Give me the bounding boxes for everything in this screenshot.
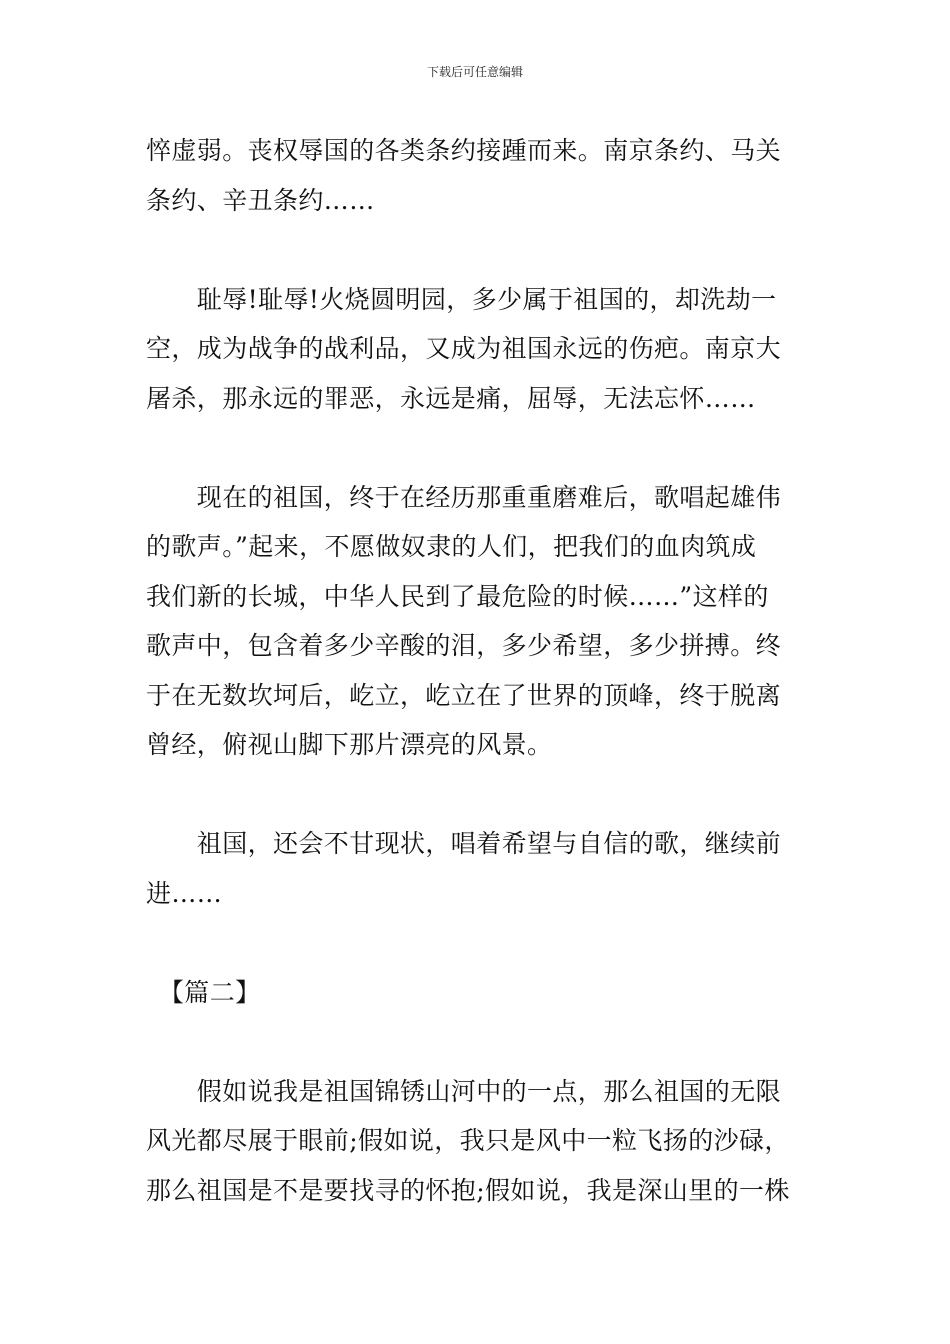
text-line: 进……: [146, 878, 223, 908]
text-line: 屠杀，那永远的罪恶，永远是痛，屈辱，无法忘怀……: [146, 383, 756, 413]
text-line: 条约、辛丑条约……: [146, 185, 375, 215]
paragraph-1: [146, 126, 806, 225]
paragraph-gap: [146, 918, 806, 968]
section-heading: [146, 968, 806, 1018]
text-line: 悴虚弱。丧权辱国的各类条约接踵而来。南京条约、马关: [146, 136, 782, 165]
text-line: 假如说我是祖国锦锈山河中的一点，那么祖国的无限: [146, 1076, 782, 1106]
text-line: 祖国，还会不甘现状，唱着希望与自信的歌，继续前: [146, 829, 782, 858]
document-body: [146, 126, 806, 1215]
text-line: 歌声中，包含着多少辛酸的泪，多少希望，多少拼搏。终: [146, 631, 782, 660]
paragraph-4: [146, 819, 806, 918]
paragraph-gap: [146, 225, 806, 275]
text-line: 耻辱!耻辱!火烧圆明园，多少属于祖国的，却洗劫一: [146, 284, 777, 314]
text-line: 风光都尽展于眼前;假如说，我只是风中一粒飞扬的沙碌，: [146, 1126, 790, 1155]
text-line: 我们新的长城，中华人民到了最危险的时候……”这样的: [146, 581, 769, 611]
text-line: 于在无数坎坷后，屹立，屹立在了世界的顶峰，终于脱离: [146, 680, 782, 710]
paragraph-2: [146, 275, 806, 424]
paragraph-3: [146, 473, 806, 770]
paragraph-gap: [146, 1017, 806, 1067]
text-line: 空，成为战争的战利品，又成为祖国永远的伤疤。南京大: [146, 334, 782, 363]
paragraph-gap: [146, 770, 806, 820]
paragraph-gap: [146, 423, 806, 473]
text-line: 现在的祖国，终于在经历那重重磨难后，歌唱起雄伟: [146, 482, 782, 512]
text-line: 曾经，俯视山脚下那片漂亮的风景。: [146, 730, 553, 759]
paragraph-6: [146, 1067, 806, 1216]
text-line: 的歌声。”起来，不愿做奴隶的人们，把我们的血肉筑成: [146, 532, 757, 561]
page-header: 下载后可任意编辑: [426, 65, 523, 79]
section-heading-text: 【篇二】: [146, 977, 261, 1007]
text-line: 那么祖国是不是要找寻的怀抱;假如说，我是深山里的一株: [146, 1175, 790, 1205]
